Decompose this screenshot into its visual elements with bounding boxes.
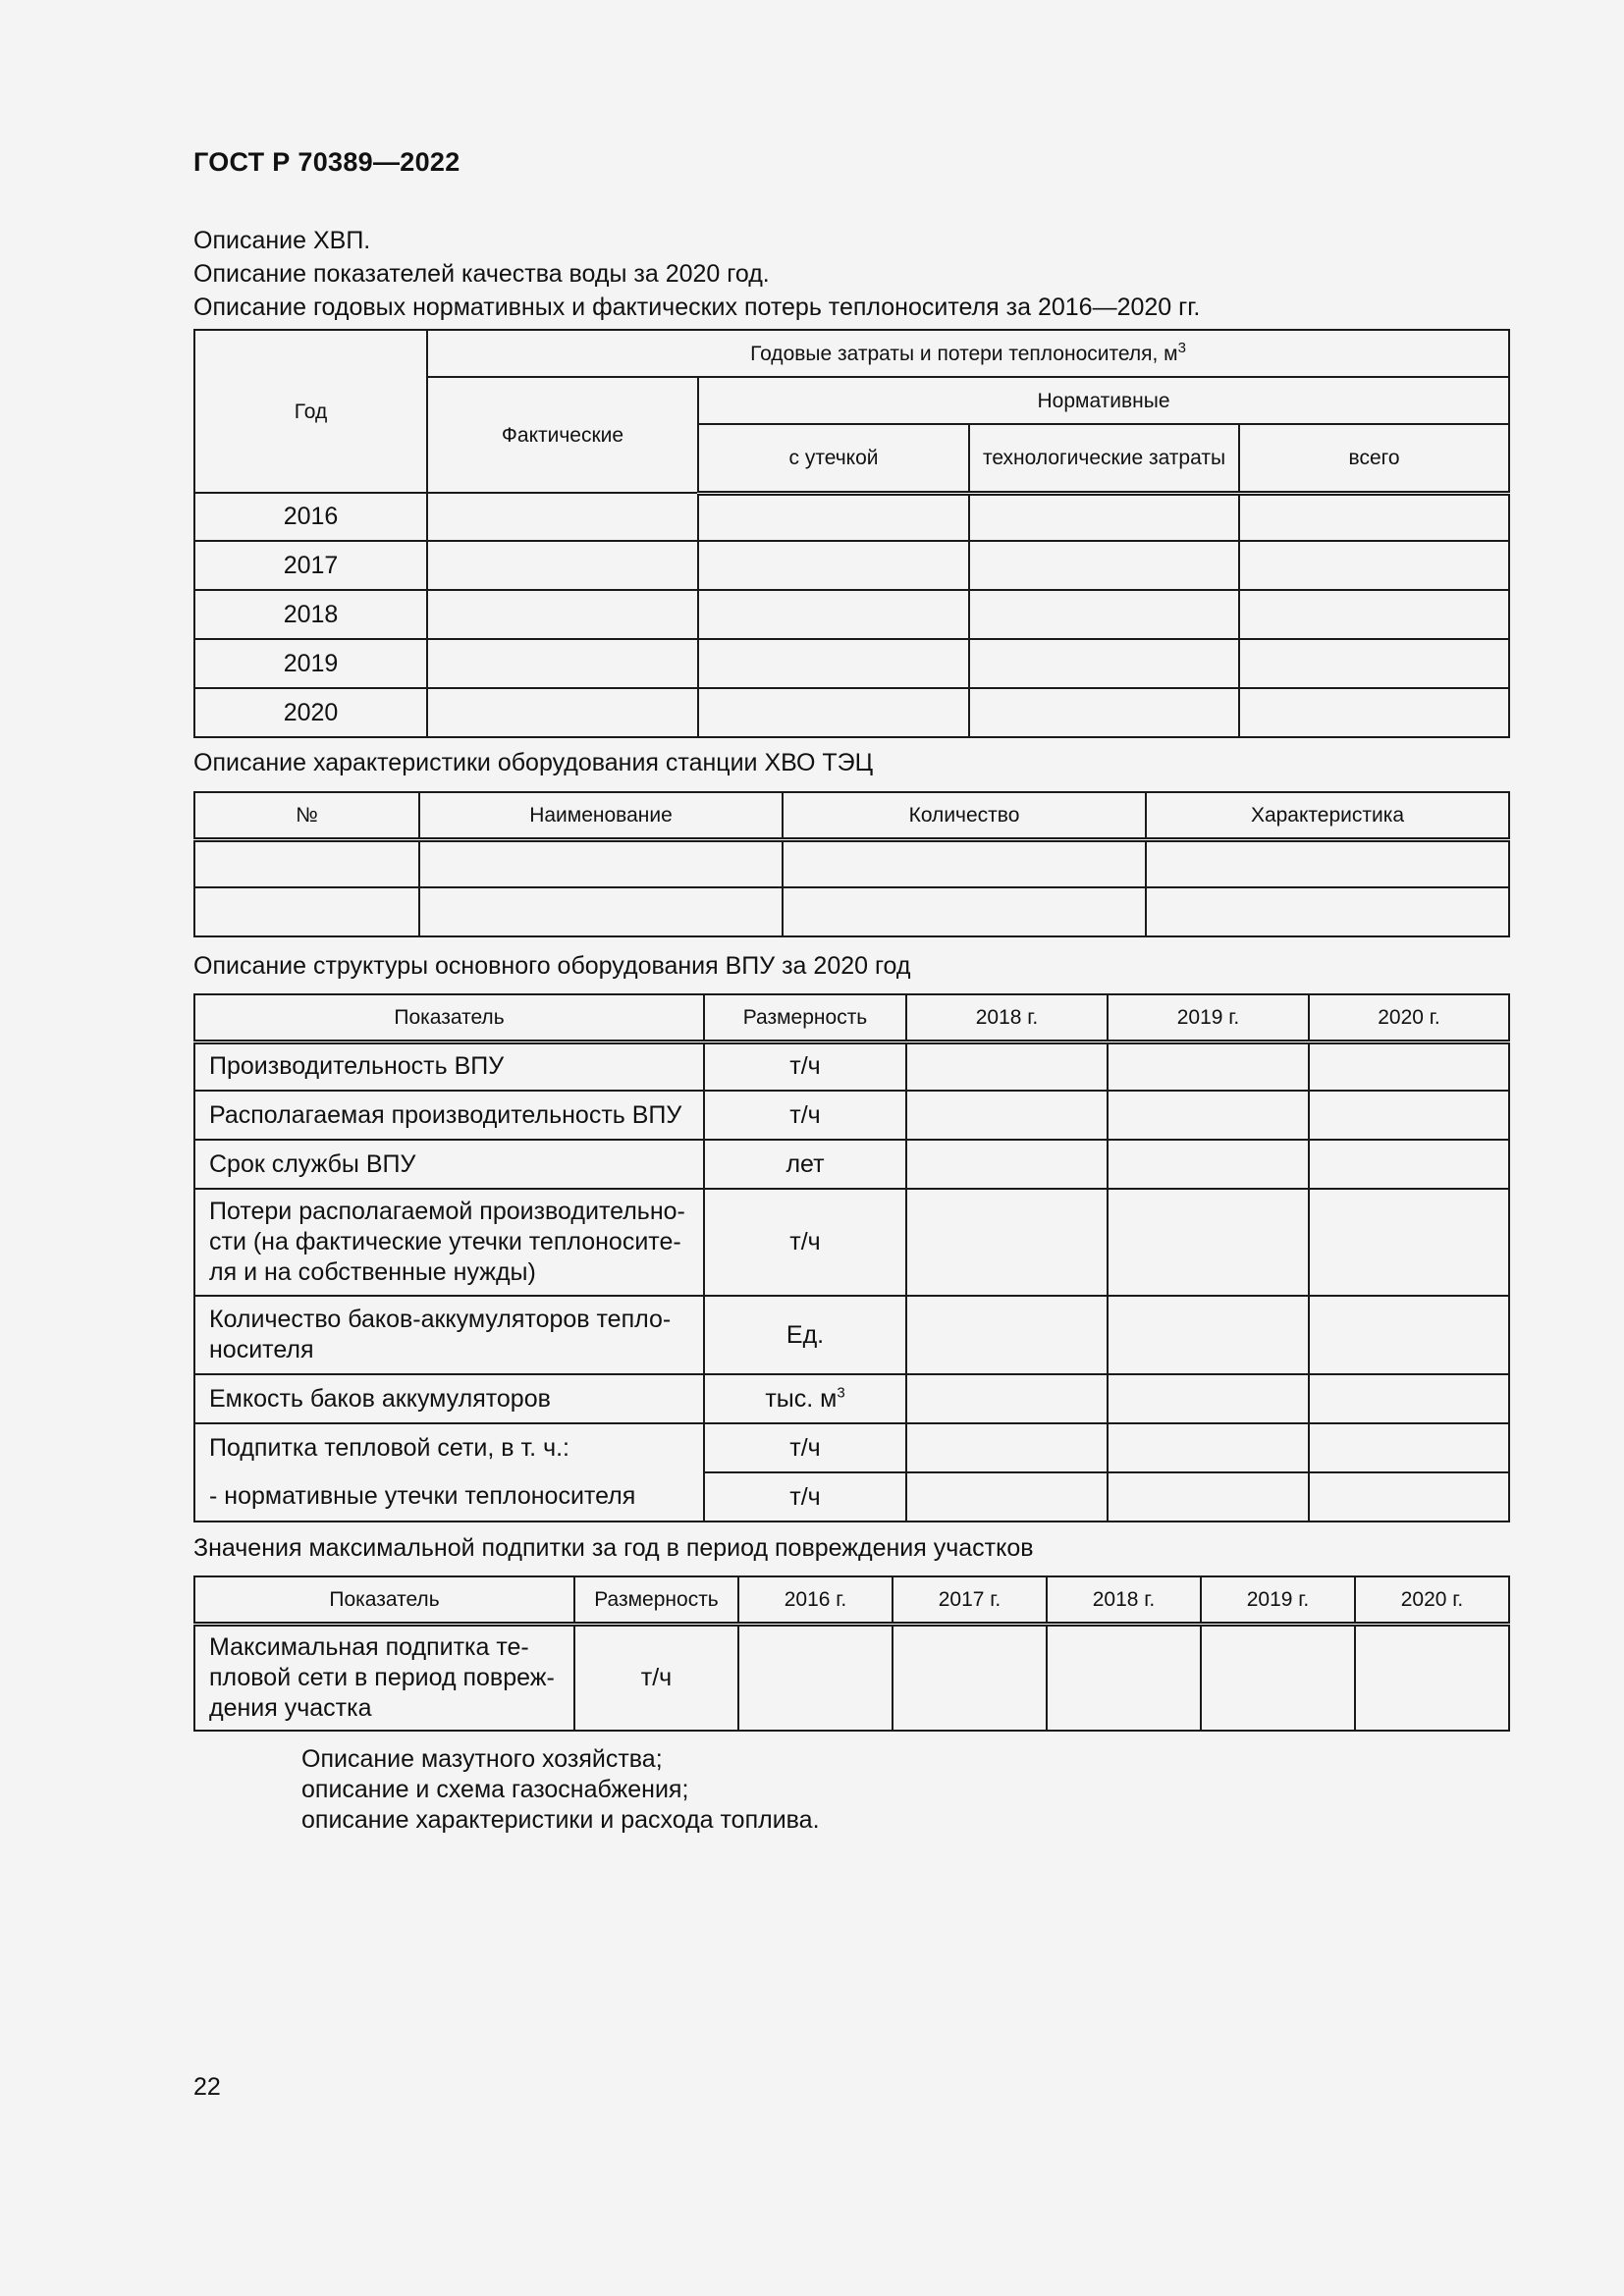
unit-cell: т/ч (704, 1189, 906, 1296)
indicator-cell: Количество баков-аккумуляторов тепло-носителя (194, 1296, 704, 1374)
col-quantity-header: Количество (783, 792, 1146, 839)
col-total-header: всего (1239, 424, 1509, 493)
losses-table (193, 329, 1510, 738)
table-row (194, 839, 1509, 887)
col-2019-header: 2019 г. (1108, 994, 1309, 1041)
col-normative-header: Нормативные (698, 377, 1509, 424)
outro-line: описание характеристики и расхода топлива. (301, 1806, 820, 1834)
year-cell: 2018 (194, 590, 427, 639)
col-2016-header: 2016 г. (738, 1576, 893, 1624)
unit-cell: т/ч (704, 1423, 906, 1472)
unit-cell: т/ч (704, 1091, 906, 1140)
col-characteristic-header: Характеристика (1146, 792, 1509, 839)
col-year-header: Год (194, 330, 427, 493)
table-row (194, 887, 1509, 936)
max-feed-table (193, 1575, 1510, 1732)
indicator-cell: Потери располагаемой производительно-сти (на фактические утечки теплоносите-ля и на собственные нужды) (194, 1189, 704, 1296)
outro-text (301, 1744, 820, 1836)
col-unit-header: Размерность (574, 1576, 738, 1624)
equipment-table (193, 791, 1510, 937)
unit-cell: Ед. (704, 1296, 906, 1374)
table-row (194, 1296, 1509, 1374)
vpu-table (193, 993, 1510, 1522)
intro-text (193, 224, 1200, 324)
col-2018-header: 2018 г. (1047, 1576, 1201, 1624)
unit-cell: т/ч (704, 1041, 906, 1091)
indicator-cell: Максимальная подпитка те-пловой сети в период повреж-дения участка (194, 1624, 574, 1731)
outro-line: описание и схема газоснабжения; (301, 1776, 689, 1803)
table-row (194, 541, 1509, 590)
col-2017-header: 2017 г. (893, 1576, 1047, 1624)
table-row (194, 1472, 1509, 1522)
group-header: Годовые затраты и потери теплоносителя, $м^3$ (427, 330, 1509, 377)
page-header: ГОСТ Р 70389—2022 (193, 147, 460, 177)
col-name-header: Наименование (419, 792, 783, 839)
col-2020-header: 2020 г. (1309, 994, 1509, 1041)
table-row (194, 1140, 1509, 1189)
indicator-cell: Располагаемая производительность ВПУ (194, 1091, 704, 1140)
table-row (194, 590, 1509, 639)
col-number-header: № (194, 792, 419, 839)
col-indicator-header: Показатель (194, 1576, 574, 1624)
table-row (194, 1423, 1509, 1472)
indicator-cell: Срок службы ВПУ (194, 1140, 704, 1189)
year-cell: 2016 (194, 493, 427, 541)
indicator-cell: - нормативные утечки теплоносителя (194, 1472, 704, 1522)
vpu-caption: Описание структуры основного оборудования ВПУ за 2020 год (193, 952, 911, 980)
unit-cell: лет (704, 1140, 906, 1189)
col-2018-header: 2018 г. (906, 994, 1108, 1041)
col-2020-header: 2020 г. (1355, 1576, 1509, 1624)
table-row (194, 493, 1509, 541)
page-number: 22 (193, 2073, 221, 2101)
table-row (194, 1374, 1509, 1423)
col-indicator-header: Показатель (194, 994, 704, 1041)
col-actual-header: Фактические (427, 377, 698, 493)
table-row (194, 1624, 1509, 1731)
unit-cell: тыс. $м^3$ (704, 1374, 906, 1423)
outro-line: Описание мазутного хозяйства; (301, 1745, 663, 1773)
col-tech-header: технологические затраты (969, 424, 1239, 493)
col-unit-header: Размерность (704, 994, 906, 1041)
indicator-cell: Производительность ВПУ (194, 1041, 704, 1091)
table-row (194, 1091, 1509, 1140)
intro-line: Описание годовых нормативных и фактических потерь теплоносителя за 2016—2020 гг. (193, 294, 1201, 321)
indicator-cell: Емкость баков аккумуляторов (194, 1374, 704, 1423)
unit-cell: т/ч (704, 1472, 906, 1522)
unit-cell: т/ч (574, 1624, 738, 1731)
col-leak-header: с утечкой (698, 424, 969, 493)
year-cell: 2019 (194, 639, 427, 688)
intro-line: Описание ХВП. (193, 227, 371, 254)
intro-line: Описание показателей качества воды за 2020 год. (193, 260, 770, 288)
table-row (194, 688, 1509, 737)
year-cell: 2020 (194, 688, 427, 737)
feed-caption: Значения максимальной подпитки за год в период повреждения участков (193, 1534, 1034, 1562)
table-row (194, 1189, 1509, 1296)
equipment-caption: Описание характеристики оборудования станции ХВО ТЭЦ (193, 749, 874, 776)
year-cell: 2017 (194, 541, 427, 590)
indicator-cell: Подпитка тепловой сети, в т. ч.: (194, 1423, 704, 1472)
table-row (194, 1041, 1509, 1091)
col-2019-header: 2019 г. (1201, 1576, 1355, 1624)
table-row (194, 639, 1509, 688)
